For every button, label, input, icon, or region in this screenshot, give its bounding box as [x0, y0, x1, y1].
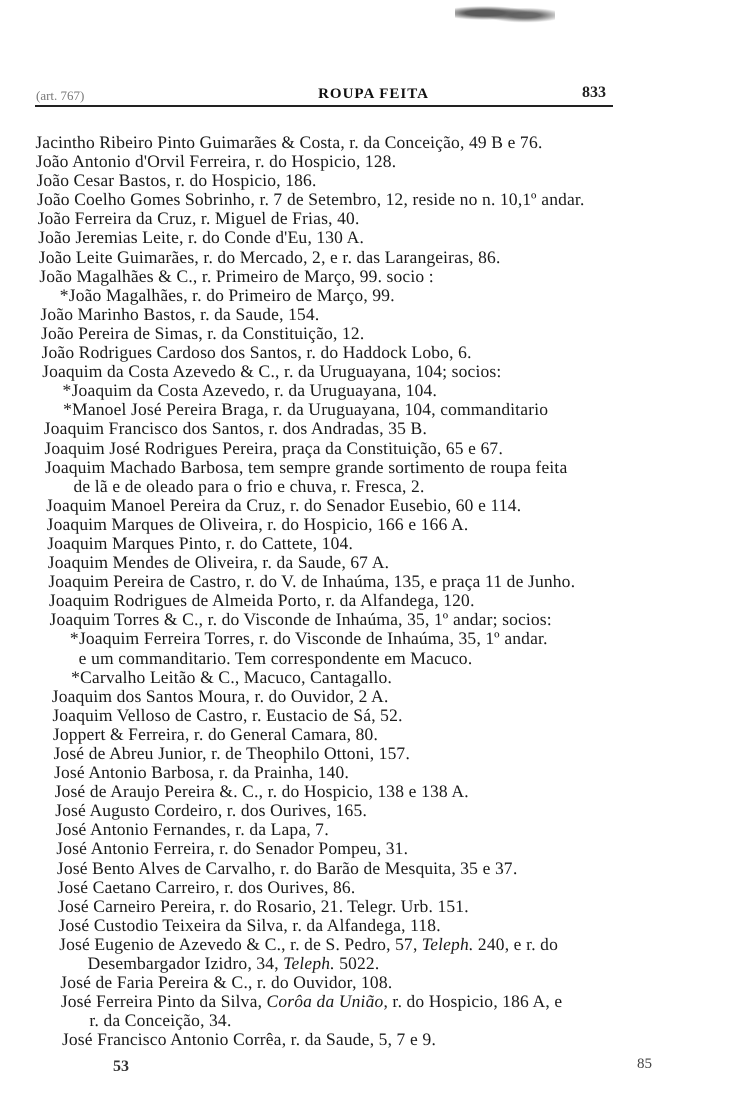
- entry-text: João Leite Guimarães, r. do Mercado, 2, e r. das Larangeiras, 86.: [38, 246, 501, 267]
- entry-text: Joaquim Manoel Pereira da Cruz, r. do Senador Eusebio, 60 e 114.: [45, 494, 522, 515]
- entry-text: de lã e de oleado para o frio e chuva, r. Fresca, 2.: [73, 475, 425, 496]
- listing-entry: [58, 916, 739, 935]
- listing-entry: [49, 610, 730, 629]
- entry-text: João Magalhães & C., r. Primeiro de Março, 99. socio :: [38, 265, 435, 286]
- listing-entry: [61, 992, 742, 1011]
- entry-text: Jacintho Ribeiro Pinto Guimarães & Costa, r. da Conceição, 49 B e 76.: [34, 132, 543, 152]
- entry-text: João Coelho Gomes Sobrinho, r. 7 de Setembro, 12, reside no n. 10,1º andar.: [36, 189, 585, 210]
- listing-line-continuation: [45, 477, 726, 496]
- entry-text: João Antonio d'Orvil Ferreira, r. do Hospicio, 128.: [35, 151, 397, 172]
- entry-text: José Ferreira Pinto da Silva,: [60, 991, 267, 1012]
- listing-entry: [41, 343, 722, 362]
- scan-blot: [455, 2, 555, 24]
- listing-entry: [46, 515, 727, 534]
- entry-text: José Custodio Teixeira da Silva, r. da Alfandega, 118.: [58, 914, 441, 935]
- directory-listing: [35, 133, 742, 1050]
- italic-text: Teleph.: [421, 933, 474, 954]
- entry-text: Joaquim Marques de Oliveira, r. do Hospicio, 166 e 166 A.: [46, 513, 469, 534]
- listing-entry: [62, 1030, 743, 1049]
- article-reference: (art. 767): [36, 88, 85, 103]
- entry-text: Joaquim José Rodrigues Pereira, praça da Constituição, 65 e 67.: [44, 437, 504, 458]
- listing-entry: [57, 878, 738, 897]
- entry-text: José de Araujo Pereira &. C., r. do Hospicio, 138 e 138 A.: [54, 781, 469, 802]
- listing-entry: [56, 839, 737, 858]
- entry-text: João Cesar Bastos, r. do Hospicio, 186.: [36, 170, 317, 191]
- listing-entry: [44, 419, 725, 438]
- listing-line-continuation: [59, 954, 740, 973]
- listing-entry: [55, 820, 736, 839]
- listing-entry: [38, 248, 719, 267]
- listing-entry: [37, 190, 718, 209]
- entry-text: Joaquim Machado Barbosa, tem sempre grande sortimento de roupa feita: [44, 456, 568, 477]
- listing-entry: [49, 591, 730, 610]
- entry-text: e um commanditario. Tem correspondente em Macuco.: [78, 647, 473, 668]
- entry-text: *Manoel José Pereira Braga, r. da Uruguayana, 104, commanditario: [62, 399, 549, 420]
- entry-text: José de Abreu Junior, r. de Theophilo Ottoni, 157.: [53, 743, 411, 763]
- listing-line-continuation: [50, 649, 731, 668]
- entry-text: Joppert & Ferreira, r. do General Camara, 80.: [52, 723, 379, 744]
- listing-entry: [53, 744, 734, 763]
- signature-mark: 53: [113, 1058, 129, 1075]
- listing-entry: [37, 209, 718, 228]
- header-rule: [35, 105, 613, 107]
- listing-line-continuation: [43, 400, 724, 419]
- entry-text: José de Faria Pereira & C., r. do Ouvidor, 108.: [59, 972, 393, 993]
- listing-entry: [54, 763, 735, 782]
- listing-entry: [48, 572, 729, 591]
- entry-text: José Augusto Cordeiro, r. dos Ourives, 165.: [54, 800, 368, 821]
- entry-text: José Antonio Fernandes, r. da Lapa, 7.: [55, 819, 329, 840]
- listing-entry: [54, 782, 735, 801]
- entry-text: João Ferreira da Cruz, r. Miguel de Frias, 40.: [37, 208, 360, 229]
- listing-entry: [52, 706, 733, 725]
- entry-text: *Carvalho Leitão & C., Macuco, Cantagallo.: [70, 666, 393, 687]
- listing-entry: [38, 228, 719, 247]
- entry-text: João Rodrigues Cardoso dos Santos, r. do Haddock Lobo, 6.: [41, 342, 472, 363]
- entry-text: José Eugenio de Azevedo & C., r. de S. Pedro, 57,: [58, 933, 423, 954]
- entry-text: Joaquim Rodrigues de Almeida Porto, r. da Alfandega, 120.: [48, 590, 475, 611]
- entry-text: Joaquim Francisco dos Santos, r. dos Andradas, 35 B.: [43, 418, 428, 439]
- entry-text: José Antonio Ferreira, r. do Senador Pompeu, 31.: [55, 838, 409, 859]
- entry-text: Joaquim Torres & C., r. do Visconde de Inhaúma, 35, 1º andar; socios:: [49, 609, 553, 630]
- italic-text: Corôa da União: [266, 991, 384, 1012]
- entry-text: Joaquim da Costa Azevedo & C., r. da Uruguayana, 104; socios:: [41, 361, 502, 382]
- entry-text: Joaquim Marques Pinto, r. do Cattete, 104.: [46, 532, 354, 553]
- entry-text: *Joaquim da Costa Azevedo, r. da Uruguayana, 104.: [62, 380, 438, 401]
- entry-text: *Joaquim Ferreira Torres, r. do Visconde de Inhaúma, 35, 1º andar.: [69, 628, 548, 649]
- listing-line-continuation: [50, 629, 731, 648]
- entry-text: r. da Conceição, 34.: [89, 1010, 232, 1031]
- entry-text: Desembargador Izidro, 34,: [87, 953, 284, 974]
- entry-text: , r. do Hospicio, 186 A, e: [383, 991, 563, 1012]
- entry-text: *João Magalhães, r. do Primeiro de Março, 99.: [59, 284, 395, 305]
- listing-entry: [57, 859, 738, 878]
- entry-text: José Bento Alves de Carvalho, r. do Barão de Mesquita, 35 e 37.: [56, 857, 518, 878]
- listing-line-continuation: [40, 286, 721, 305]
- listing-entry: [41, 324, 722, 343]
- listing-entry: [39, 267, 720, 286]
- entry-text: João Jeremias Leite, r. do Conde d'Eu, 130 A.: [37, 227, 365, 248]
- listing-entry: [44, 439, 725, 458]
- entry-text: 240, e r. do: [473, 933, 559, 954]
- entry-text: José Carneiro Pereira, r. do Rosario, 21. Telegr. Urb. 151.: [57, 895, 469, 916]
- listing-entry: [36, 152, 717, 171]
- entry-text: Joaquim Mendes de Oliveira, r. da Saude, 67 A.: [47, 552, 390, 573]
- listing-entry: [42, 362, 723, 381]
- listing-entry: [35, 133, 716, 152]
- listing-entry: [53, 725, 734, 744]
- listing-entry: [47, 534, 728, 553]
- entry-text: José Caetano Carreiro, r. dos Ourives, 86.: [57, 876, 356, 897]
- listing-entry: [47, 553, 728, 572]
- italic-text: Teleph.: [282, 953, 335, 974]
- listing-entry: [45, 458, 726, 477]
- entry-text: Joaquim Velloso de Castro, r. Eustacio de Sá, 52.: [51, 704, 403, 725]
- entry-text: João Pereira de Simas, r. da Constituição, 12.: [40, 322, 365, 343]
- listing-entry: [51, 687, 732, 706]
- listing-entry: [58, 897, 739, 916]
- page-number: 833: [582, 84, 606, 101]
- listing-entry: [60, 973, 741, 992]
- entry-text: João Marinho Bastos, r. da Saude, 154.: [40, 303, 320, 324]
- listing-entry: [55, 801, 736, 820]
- listing-line-continuation: [51, 668, 732, 687]
- listing-entry: [46, 496, 727, 515]
- footer-mark: 85: [637, 1056, 652, 1072]
- entry-text: Joaquim dos Santos Moura, r. do Ouvidor, 2 A.: [51, 685, 389, 706]
- page-title: ROUPA FEITA: [318, 86, 429, 102]
- entry-text: José Francisco Antonio Corrêa, r. da Saude, 5, 7 e 9.: [61, 1029, 437, 1050]
- listing-entry: [59, 935, 740, 954]
- listing-entry: [40, 305, 721, 324]
- entry-text: Joaquim Pereira de Castro, r. do V. de Inhaúma, 135, e praça 11 de Junho.: [48, 571, 576, 592]
- entry-text: José Antonio Barbosa, r. da Prainha, 140.: [53, 762, 350, 783]
- listing-line-continuation: [42, 381, 723, 400]
- entry-text: 5022.: [334, 953, 380, 974]
- listing-line-continuation: [61, 1011, 742, 1030]
- listing-entry: [36, 171, 717, 190]
